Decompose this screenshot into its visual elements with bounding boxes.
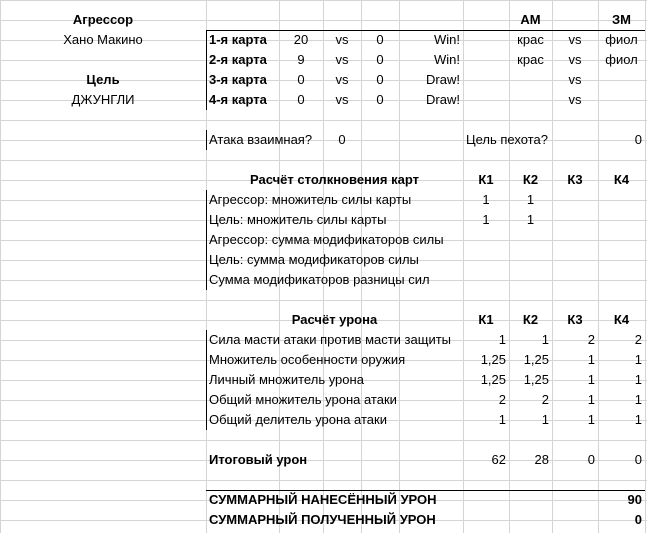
card-3-vs2[interactable]: vs (568, 72, 582, 87)
damage-col-k3[interactable]: К3 (567, 312, 583, 327)
total-damage-k4[interactable]: 0 (634, 452, 642, 467)
am-header[interactable]: АМ (520, 12, 541, 27)
collision-row-1-label[interactable]: Агрессор: множитель силы карты (209, 192, 412, 207)
collision-border-left (206, 190, 207, 290)
collision-row-3-k4[interactable] (598, 230, 645, 250)
collision-row-1-k4[interactable] (598, 190, 645, 210)
card-2-zm[interactable]: фиол (605, 52, 638, 67)
damage-row-1-k3[interactable]: 2 (587, 332, 595, 347)
collision-row-3-k3[interactable] (552, 230, 598, 250)
card-4-am[interactable] (509, 90, 552, 110)
damage-row-1-k4[interactable]: 2 (634, 332, 642, 347)
damage-row-5-label[interactable]: Общий делитель урона атаки (209, 412, 387, 427)
damage-title[interactable]: Расчёт урона (291, 312, 378, 327)
damage-row-5-k4[interactable]: 1 (634, 412, 642, 427)
target-label[interactable]: Цель (86, 72, 120, 87)
card-1-vs2[interactable]: vs (568, 32, 582, 47)
collision-col-k4[interactable]: К4 (613, 172, 630, 187)
damage-row-4-k4[interactable]: 1 (634, 392, 642, 407)
collision-row-4-k1[interactable] (463, 250, 509, 270)
collision-row-4-k2[interactable] (509, 250, 552, 270)
target-infantry-label[interactable]: Цель пехота? (466, 132, 548, 147)
collision-row-2-k3[interactable] (552, 210, 598, 230)
collision-col-k3[interactable]: К3 (567, 172, 583, 187)
total-received-label[interactable]: СУММАРНЫЙ ПОЛУЧЕННЫЙ УРОН (209, 512, 436, 527)
total-damage-k1[interactable]: 62 (491, 452, 506, 467)
card-1-aggressor-value[interactable]: 20 (293, 32, 309, 47)
target-infantry-value[interactable]: 0 (634, 132, 642, 147)
total-damage-k3[interactable]: 0 (587, 452, 595, 467)
card-2-aggressor-value[interactable]: 9 (297, 52, 305, 67)
collision-row-1-k2[interactable]: 1 (526, 192, 535, 207)
collision-row-1-k3[interactable] (552, 190, 598, 210)
cards-border-left (206, 30, 207, 110)
card-4-label[interactable]: 4-я карта (209, 92, 267, 107)
collision-row-2-k2[interactable]: 1 (526, 212, 535, 227)
card-2-vs[interactable]: vs (335, 52, 349, 67)
card-3-aggressor-value[interactable]: 0 (297, 72, 305, 87)
card-3-result[interactable]: Draw! (426, 72, 460, 87)
flags-border-left (206, 130, 207, 150)
collision-row-2-label[interactable]: Цель: множитель силы карты (209, 212, 387, 227)
damage-row-2-k3[interactable]: 1 (587, 352, 595, 367)
collision-row-1-k1[interactable]: 1 (482, 192, 490, 207)
collision-row-5-k3[interactable] (552, 270, 598, 290)
collision-row-5-k2[interactable] (509, 270, 552, 290)
damage-row-3-k1[interactable]: 1,25 (480, 372, 506, 387)
mutual-attack-value[interactable]: 0 (338, 132, 346, 147)
damage-row-3-label[interactable]: Личный множитель урона (209, 372, 364, 387)
card-1-am[interactable]: крас (517, 32, 544, 47)
card-2-target-value[interactable]: 0 (376, 52, 384, 67)
collision-row-4-k4[interactable] (598, 250, 645, 270)
total-damage-label[interactable]: Итоговый урон (209, 452, 308, 467)
total-dealt-value[interactable]: 90 (627, 492, 642, 507)
damage-col-k2[interactable]: К2 (522, 312, 539, 327)
damage-row-5-k3[interactable]: 1 (587, 412, 595, 427)
collision-row-3-k1[interactable] (463, 230, 509, 250)
damage-row-2-label[interactable]: Множитель особенности оружия (209, 352, 406, 367)
summary-border-top (206, 490, 645, 491)
damage-row-4-k3[interactable]: 1 (587, 392, 595, 407)
card-4-result[interactable]: Draw! (426, 92, 460, 107)
damage-col-k4[interactable]: К4 (613, 312, 630, 327)
card-4-vs[interactable]: vs (335, 92, 349, 107)
card-4-zm[interactable] (598, 90, 645, 110)
collision-col-k1[interactable]: К1 (478, 172, 494, 187)
damage-row-4-k1[interactable]: 2 (498, 392, 506, 407)
damage-row-1-label[interactable]: Сила масти атаки против масти защиты (209, 332, 452, 347)
damage-row-3-k4[interactable]: 1 (634, 372, 642, 387)
card-2-label[interactable]: 2-я карта (209, 52, 267, 67)
damage-row-2-k1[interactable]: 1,25 (480, 352, 506, 367)
damage-row-5-k2[interactable]: 1 (541, 412, 549, 427)
damage-row-4-k2[interactable]: 2 (541, 392, 549, 407)
damage-row-2-k4[interactable]: 1 (634, 352, 642, 367)
total-dealt-label[interactable]: СУММАРНЫЙ НАНЕСЁННЫЙ УРОН (209, 492, 437, 507)
cards-border-top (206, 30, 645, 31)
damage-row-1-k2[interactable]: 1 (541, 332, 549, 347)
card-1-label[interactable]: 1-я карта (209, 32, 267, 47)
card-1-target-value[interactable]: 0 (376, 32, 384, 47)
damage-row-3-k2[interactable]: 1,25 (523, 372, 549, 387)
total-damage-k2[interactable]: 28 (534, 452, 549, 467)
collision-col-k2[interactable]: К2 (522, 172, 539, 187)
zm-header[interactable]: ЗМ (612, 12, 631, 27)
damage-row-2-k2[interactable]: 1,25 (523, 352, 549, 367)
mutual-attack-label[interactable]: Атака взаимная? (209, 132, 313, 147)
collision-row-4-label[interactable]: Цель: сумма модификаторов силы (209, 252, 419, 267)
damage-row-1-k1[interactable]: 1 (498, 332, 506, 347)
card-3-zm[interactable] (598, 70, 645, 90)
card-2-am[interactable]: крас (517, 52, 544, 67)
total-received-value[interactable]: 0 (634, 512, 642, 527)
damage-col-k1[interactable]: К1 (478, 312, 494, 327)
card-2-vs2[interactable]: vs (568, 52, 582, 67)
target-name[interactable]: ДЖУНГЛИ (71, 92, 135, 107)
collision-row-2-k1[interactable]: 1 (482, 212, 490, 227)
card-3-target-value[interactable]: 0 (376, 72, 384, 87)
collision-row-3-k2[interactable] (509, 230, 552, 250)
card-4-aggressor-value[interactable]: 0 (297, 92, 305, 107)
card-4-vs2[interactable]: vs (568, 92, 582, 107)
card-1-zm[interactable]: фиол (605, 32, 638, 47)
card-2-result[interactable]: Win! (434, 52, 460, 67)
collision-row-2-k4[interactable] (598, 210, 645, 230)
aggressor-label[interactable]: Агрессор (72, 12, 134, 27)
card-3-vs[interactable]: vs (335, 72, 349, 87)
damage-row-3-k3[interactable]: 1 (587, 372, 595, 387)
card-4-target-value[interactable]: 0 (376, 92, 384, 107)
collision-row-4-k3[interactable] (552, 250, 598, 270)
collision-row-5-label[interactable]: Сумма модификаторов разницы сил (209, 272, 430, 287)
card-3-label[interactable]: 3-я карта (209, 72, 267, 87)
collision-row-3-label[interactable]: Агрессор: сумма модификаторов силы (209, 232, 444, 247)
aggressor-name[interactable]: Хано Макино (63, 32, 143, 47)
damage-row-5-k1[interactable]: 1 (498, 412, 506, 427)
card-3-am[interactable] (509, 70, 552, 90)
collision-row-5-k1[interactable] (463, 270, 509, 290)
damage-border-left (206, 330, 207, 430)
collision-row-5-k4[interactable] (598, 270, 645, 290)
card-1-vs[interactable]: vs (335, 32, 349, 47)
card-1-result[interactable]: Win! (434, 32, 460, 47)
collision-title[interactable]: Расчёт столкновения карт (250, 172, 419, 187)
damage-row-4-label[interactable]: Общий множитель урона атаки (209, 392, 397, 407)
